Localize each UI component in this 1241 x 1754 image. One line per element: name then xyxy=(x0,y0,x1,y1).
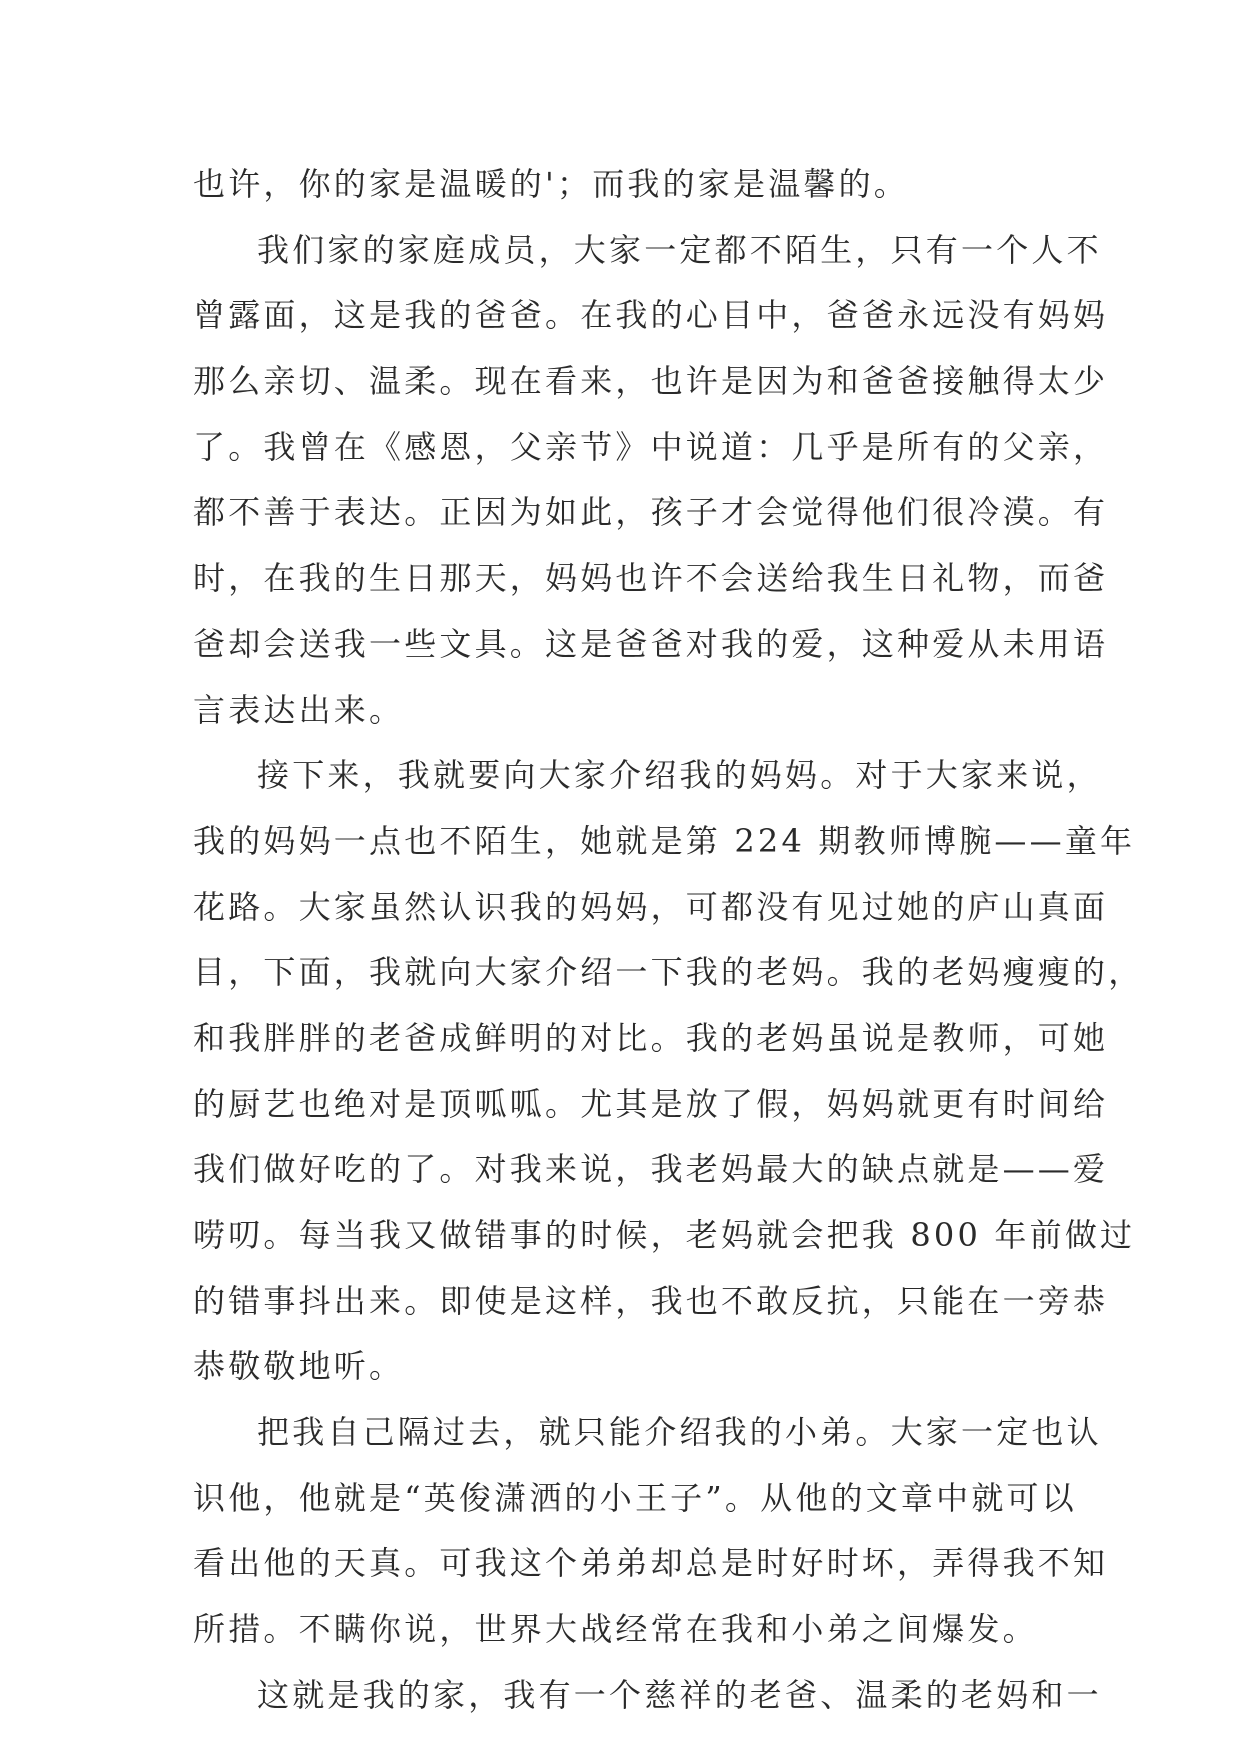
document-body xyxy=(193,152,1144,1729)
text-line: 看出他的天真。可我这个弟弟却总是时好时坏，弄得我不知 xyxy=(193,1544,1109,1583)
text-line: 爸却会送我一些文具。这是爸爸对我的爱，这种爱从未用语 xyxy=(193,624,1109,663)
text-line: 这就是我的家，我有一个慈祥的老爸、温柔的老妈和一 xyxy=(257,1675,1102,1714)
text-line: 花路。大家虽然认识我的妈妈，可都没有见过她的庐山真面 xyxy=(193,887,1109,926)
text-line: 我的妈妈一点也不陌生，她就是第 224 期教师博腕——童年 xyxy=(193,821,1136,860)
text-line: 时，在我的生日那天，妈妈也许不会送给我生日礼物，而爸 xyxy=(193,559,1109,598)
text-line: 了。我曾在《感恩，父亲节》中说道：几乎是所有的父亲， xyxy=(193,427,1109,466)
text-line: 的错事抖出来。即使是这样，我也不敢反抗，只能在一旁恭 xyxy=(193,1281,1109,1320)
text-line: 言表达出来。 xyxy=(193,690,405,729)
text-line: 的厨艺也绝对是顶呱呱。尤其是放了假，妈妈就更有时间给 xyxy=(193,1084,1109,1123)
text-line: 唠叨。每当我又做错事的时候，老妈就会把我 800 年前做过 xyxy=(193,1216,1136,1254)
text-line: 恭敬敬地听。 xyxy=(193,1347,405,1386)
text-line: 识他，他就是“英俊潇洒的小王子”。从他的文章中就可以 xyxy=(193,1478,1077,1517)
text-line: 都不善于表达。正因为如此，孩子才会觉得他们很冷漠。有 xyxy=(193,493,1109,532)
text-line: 那么亲切、温柔。现在看来，也许是因为和爸爸接触得太少 xyxy=(193,362,1109,401)
text-line: 曾露面，这是我的爸爸。在我的心目中，爸爸永远没有妈妈 xyxy=(193,296,1109,335)
text-line: 把我自己隔过去，就只能介绍我的小弟。大家一定也认 xyxy=(257,1413,1102,1452)
text-line: 我们家的家庭成员，大家一定都不陌生，只有一个人不 xyxy=(257,230,1102,269)
text-line: 也许，你的家是温暖的'；而我的家是温馨的。 xyxy=(193,165,909,203)
text-line: 接下来，我就要向大家介绍我的妈妈。对于大家来说， xyxy=(257,756,1102,795)
text-line: 所措。不瞒你说，世界大战经常在我和小弟之间爆发。 xyxy=(193,1610,1038,1649)
text-line: 目，下面，我就向大家介绍一下我的老妈。我的老妈瘦瘦的， xyxy=(193,953,1144,992)
text-line: 和我胖胖的老爸成鲜明的对比。我的老妈虽说是教师，可她 xyxy=(193,1018,1109,1057)
text-line: 我们做好吃的了。对我来说，我老妈最大的缺点就是——爱 xyxy=(193,1150,1109,1189)
